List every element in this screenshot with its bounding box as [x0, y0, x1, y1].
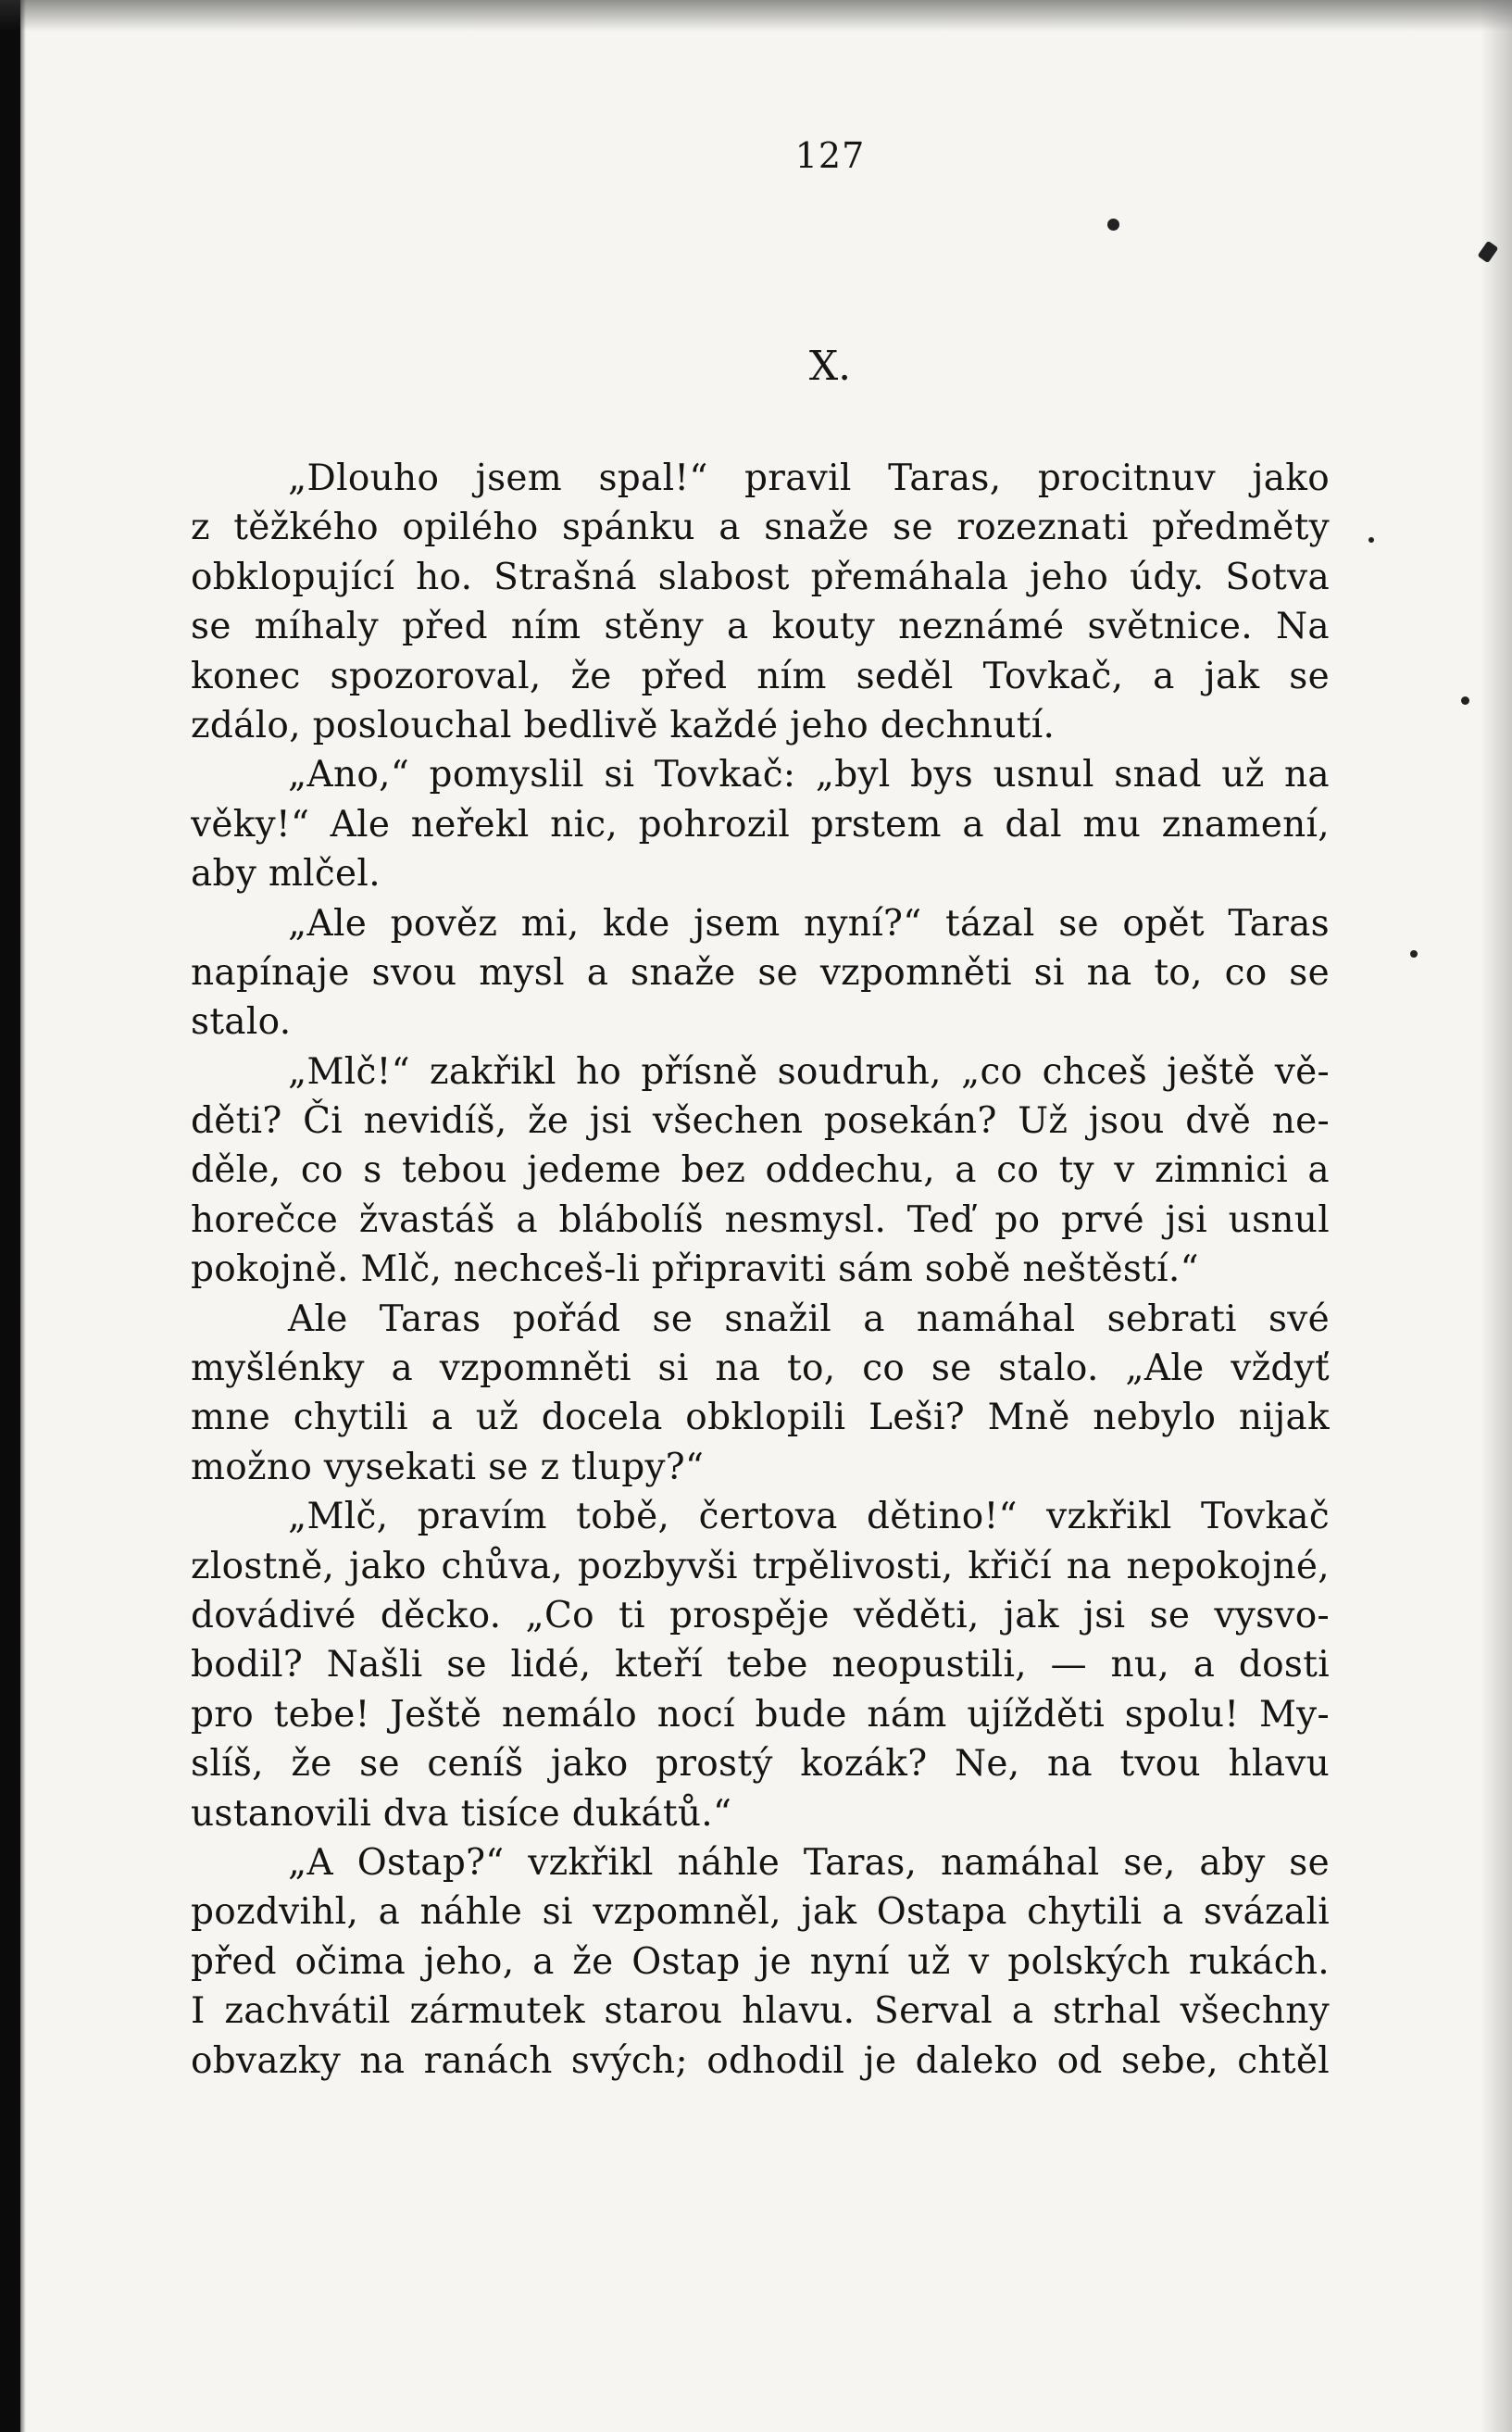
- text-line: ustanovili dva tisíce dukátů.“: [191, 1792, 732, 1835]
- text-line: pozdvihl, a náhle si vzpomněl, jak Ostapa chytili a svázali: [191, 1891, 1330, 1934]
- text-line: děle, co s tebou jedeme bez oddechu, a co ty v zimnici a: [191, 1149, 1330, 1192]
- text-line: mne chytili a už docela obklopili Leši? Mně nebylo nijak: [191, 1397, 1330, 1439]
- text-line: horečce žvastáš a blábolíš nesmysl. Teď po prvé jsi usnul: [191, 1198, 1330, 1241]
- text-line: „Mlč!“ zakřikl ho přísně soudruh, „co chceš ještě vě-: [288, 1050, 1330, 1093]
- text-line: konec spozoroval, že před ním seděl Tovkač, a jak se: [191, 655, 1330, 697]
- page-number: 127: [794, 135, 866, 176]
- text-line: obvazky na ranách svých; odhodil je daleko od sebe, chtěl: [191, 2039, 1330, 2082]
- body-text: [191, 454, 1330, 2086]
- chapter-title: X.: [808, 343, 852, 390]
- text-line: Ale Taras pořád se snažil a namáhal sebrati své: [288, 1297, 1330, 1340]
- top-edge-shadow: [0, 0, 1512, 31]
- text-line: bodil? Našli se lidé, kteří tebe neopustili, — nu, a dosti: [191, 1644, 1330, 1686]
- text-line: možno vysekati se z tlupy?“: [191, 1446, 705, 1488]
- text-line: před očima jeho, a že Ostap je nyní už v polských rukách.: [191, 1940, 1330, 1983]
- text-line: pokojně. Mlč, nechceš-li připraviti sám sobě neštěstí.“: [191, 1248, 1199, 1291]
- scan-speck: [1461, 696, 1469, 705]
- text-line: „Ale pověz mi, kde jsem nyní?“ tázal se opět Taras: [288, 902, 1330, 945]
- scan-speck: [1107, 219, 1119, 231]
- scan-speck: [1410, 950, 1418, 958]
- text-line: napínaje svou mysl a snaže se vzpomněti si na to, co se: [191, 951, 1330, 994]
- text-line: „Dlouho jsem spal!“ pravil Taras, procitnuv jako: [288, 458, 1330, 499]
- text-line: obklopující ho. Strašná slabost přemáhala jeho údy. Sotva: [191, 556, 1330, 598]
- scan-speck: [1368, 537, 1374, 543]
- text-line: pro tebe! Ještě nemálo nocí bude nám ujížděti spolu! My-: [191, 1693, 1330, 1736]
- text-line: slíš, že se ceníš jako prostý kozák? Ne, na tvou hlavu: [191, 1743, 1330, 1786]
- text-line: „A Ostap?“ vzkřikl náhle Taras, namáhal se, aby se: [288, 1841, 1330, 1884]
- text-line: aby mlčel.: [191, 853, 381, 896]
- text-line: z těžkého opilého spánku a snaže se rozeznati předměty: [191, 507, 1330, 549]
- text-line: zlostně, jako chůva, pozbyvši trpělivosti, křičí na nepokojné,: [191, 1545, 1330, 1587]
- text-line: „Ano,“ pomyslil si Tovkač: „byl bys usnul snad už na: [288, 754, 1330, 796]
- text-line: myšlénky a vzpomněti si na to, co se stalo. „Ale vždyť: [191, 1348, 1330, 1390]
- text-line: stalo.: [191, 1001, 292, 1044]
- text-line: I zachvátil zármutek starou hlavu. Serval a strhal všechny: [191, 1990, 1330, 2033]
- text-line: věky!“ Ale neřekl nic, pohrozil prstem a dal mu znamení,: [191, 803, 1330, 846]
- text-line: se míhaly před ním stěny a kouty neznámé světnice. Na: [191, 606, 1330, 648]
- text-line: děti? Či nevidíš, že jsi všechen posekán? Už jsou dvě ne-: [191, 1100, 1330, 1143]
- text-line: dovádivé děcko. „Co ti prospěje věděti, jak jsi se vysvo-: [191, 1594, 1330, 1636]
- text-line: „Mlč, pravím tobě, čertova dětino!“ vzkřikl Tovkač: [288, 1496, 1330, 1538]
- text-line: zdálo, poslouchal bedlivě každé jeho dechnutí.: [191, 704, 1056, 746]
